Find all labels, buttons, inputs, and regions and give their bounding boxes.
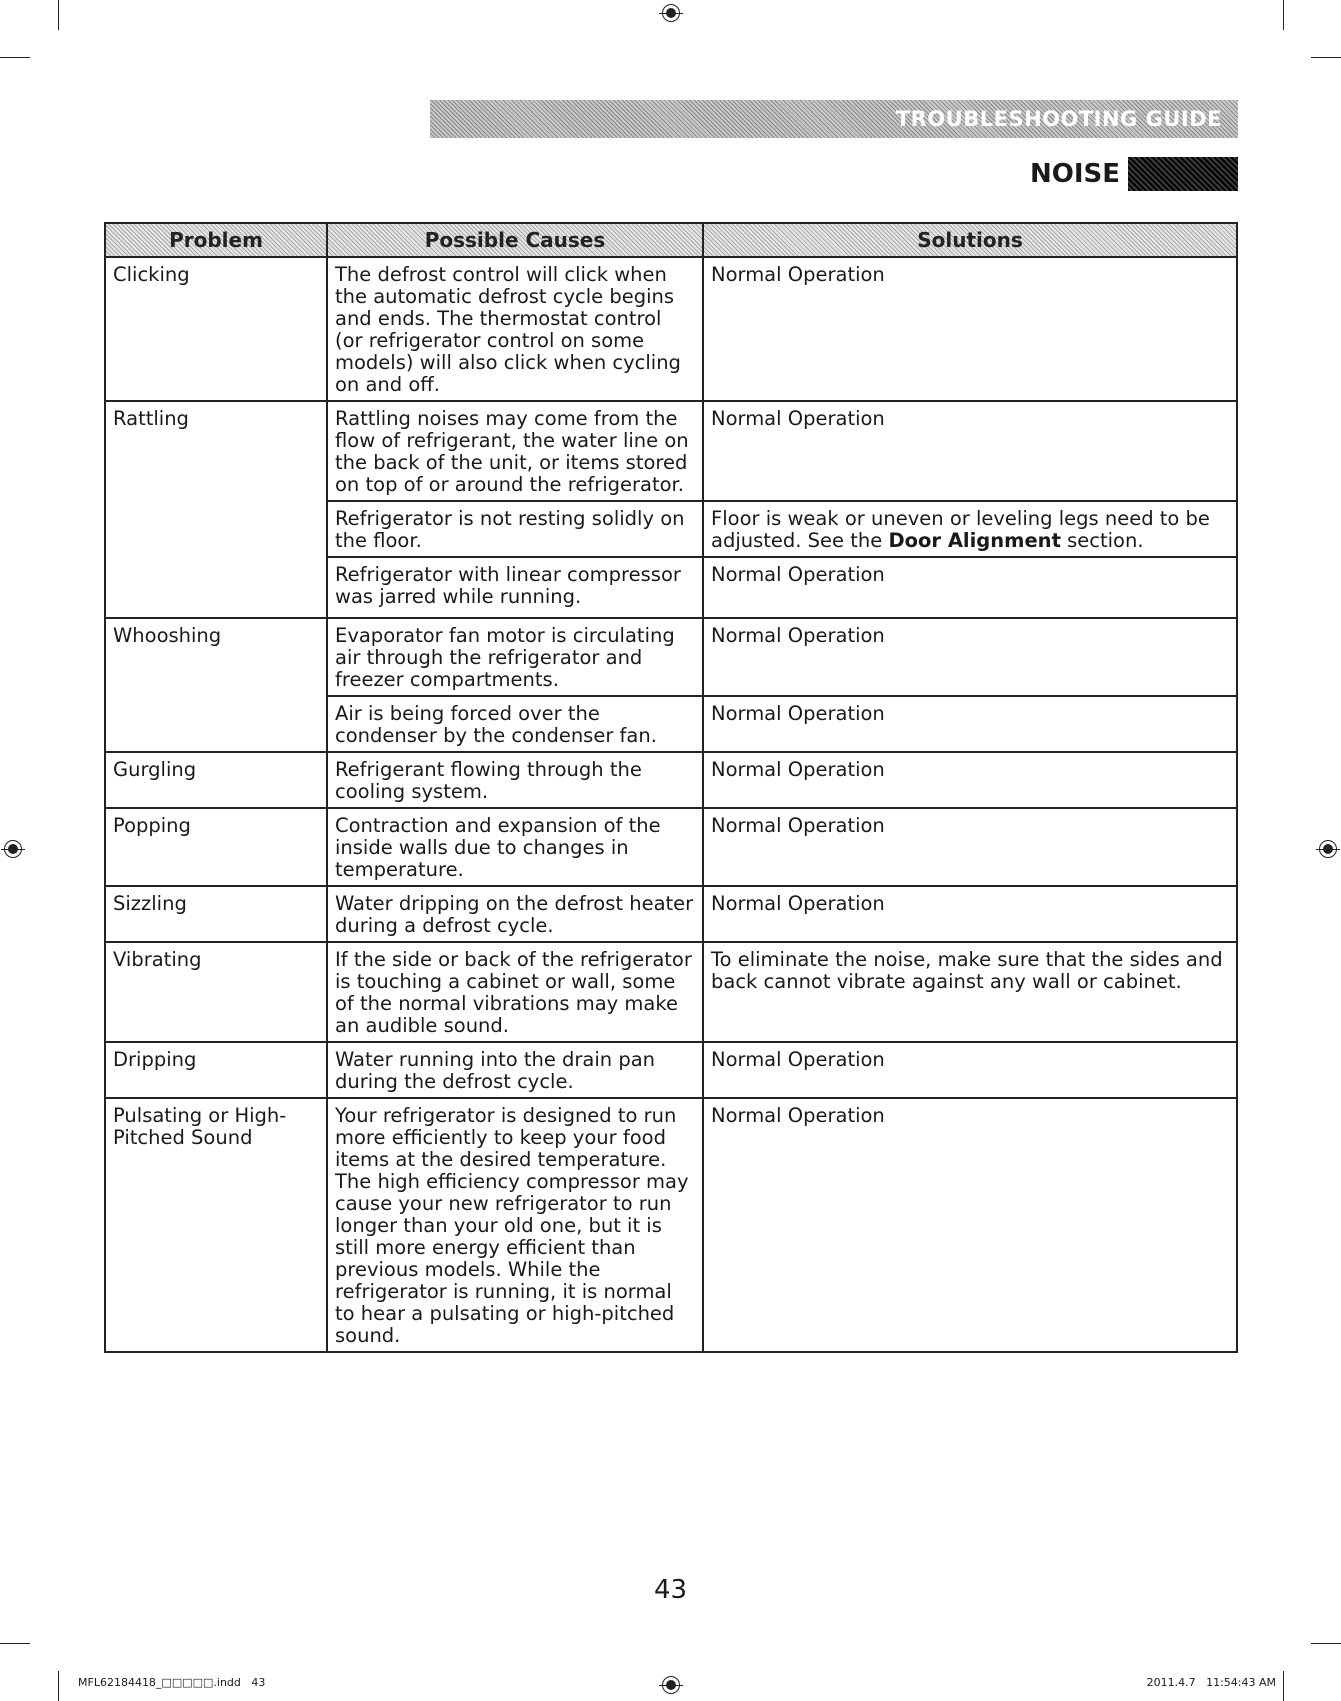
- section-title-text: NOISE: [1029, 159, 1120, 189]
- footer-timestamp: 2011.4.7 11:54:43 AM: [1146, 1676, 1276, 1689]
- cause-cell: Refrigerator with linear compressor was jarred while running.: [327, 557, 703, 618]
- crop-mark: [1283, 0, 1284, 30]
- solution-cell: Normal Operation: [703, 257, 1237, 401]
- crop-mark: [0, 1643, 30, 1644]
- cause-cell: If the side or back of the refrigerator is touching a cabinet or wall, some of the normal vibrations may make an audible sound.: [327, 942, 703, 1042]
- registration-mark-icon: [662, 1676, 680, 1694]
- table-row: [105, 886, 1237, 942]
- cause-cell: Refrigerant flowing through the cooling system.: [327, 752, 703, 808]
- table-row: [105, 618, 1237, 696]
- table-row: [105, 808, 1237, 886]
- solution-cell: [703, 501, 1237, 557]
- solution-cell: Normal Operation: [703, 618, 1237, 696]
- door-alignment-link[interactable]: Door Alignment: [888, 529, 1061, 552]
- solution-cell: To eliminate the noise, make sure that the sides and back cannot vibrate against any wall or cabinet.: [703, 942, 1237, 1042]
- footer-file-info: MFL62184418_□□□□□.indd 43: [78, 1676, 266, 1689]
- problem-cell: Sizzling: [105, 886, 327, 942]
- cause-cell: Water running into the drain pan during the defrost cycle.: [327, 1042, 703, 1098]
- column-header-solutions: Solutions: [703, 223, 1237, 257]
- header-title: TROUBLESHOOTING GUIDE: [895, 107, 1222, 131]
- column-header-causes: Possible Causes: [327, 223, 703, 257]
- problem-cell: Pulsating or High-Pitched Sound: [105, 1098, 327, 1352]
- cause-cell: Evaporator fan motor is circulating air through the refrigerator and freezer compartments.: [327, 618, 703, 696]
- troubleshooting-table: [104, 222, 1238, 1353]
- crop-mark: [1311, 1643, 1341, 1644]
- solution-cell: Normal Operation: [703, 886, 1237, 942]
- problem-cell: Popping: [105, 808, 327, 886]
- cause-cell: Rattling noises may come from the flow of refrigerant, the water line on the back of the unit, or items stored on top of or around the refrigerator.: [327, 401, 703, 501]
- section-title-bar: [1128, 157, 1238, 191]
- solution-cell: Normal Operation: [703, 752, 1237, 808]
- table-row: [105, 257, 1237, 401]
- problem-cell: Clicking: [105, 257, 327, 401]
- cause-cell: Your refrigerator is designed to run more efficiently to keep your food items at the desired temperature. The high efficiency compressor may cause your new refrigerator to run longer than your old one, but it is still more energy efficient than previous models. While the refrigerator is running, it is normal to hear a pulsating or high-pitched sound.: [327, 1098, 703, 1352]
- column-header-problem: Problem: [105, 223, 327, 257]
- problem-cell: Whooshing: [105, 618, 327, 752]
- section-title: [1030, 156, 1238, 192]
- registration-mark-icon: [662, 4, 680, 22]
- cause-cell: Water dripping on the defrost heater during a defrost cycle.: [327, 886, 703, 942]
- solution-cell: Normal Operation: [703, 557, 1237, 618]
- table-row: [105, 942, 1237, 1042]
- cause-cell: Contraction and expansion of the inside walls due to changes in temperature.: [327, 808, 703, 886]
- table-row: [105, 1042, 1237, 1098]
- table-header-row: [105, 223, 1237, 257]
- solution-cell: Normal Operation: [703, 696, 1237, 752]
- crop-mark: [58, 0, 59, 30]
- crop-mark: [58, 1671, 59, 1701]
- header-band: [430, 100, 1238, 138]
- table-row: [105, 1098, 1237, 1352]
- solution-cell: Normal Operation: [703, 401, 1237, 501]
- solution-text: Floor is weak or uneven or leveling legs need to be adjusted. See the: [711, 507, 1210, 552]
- crop-mark: [1283, 1671, 1284, 1701]
- solution-cell: Normal Operation: [703, 1098, 1237, 1352]
- cause-cell: Refrigerator is not resting solidly on the floor.: [327, 501, 703, 557]
- problem-cell: Vibrating: [105, 942, 327, 1042]
- table-row: [105, 401, 1237, 501]
- solution-cell: Normal Operation: [703, 808, 1237, 886]
- registration-mark-icon: [1319, 840, 1337, 858]
- problem-cell: Rattling: [105, 401, 327, 618]
- problem-cell: Dripping: [105, 1042, 327, 1098]
- cause-cell: The defrost control will click when the automatic defrost cycle begins and ends. The thermostat control (or refrigerator control on some models) will also click when cycling on and off.: [327, 257, 703, 401]
- table-row: [105, 752, 1237, 808]
- crop-mark: [0, 57, 30, 58]
- problem-cell: Gurgling: [105, 752, 327, 808]
- cause-cell: Air is being forced over the condenser by the condenser fan.: [327, 696, 703, 752]
- registration-mark-icon: [4, 840, 22, 858]
- solution-cell: Normal Operation: [703, 1042, 1237, 1098]
- crop-mark: [1311, 57, 1341, 58]
- solution-text: section.: [1060, 529, 1144, 552]
- page-number: 43: [653, 1575, 688, 1605]
